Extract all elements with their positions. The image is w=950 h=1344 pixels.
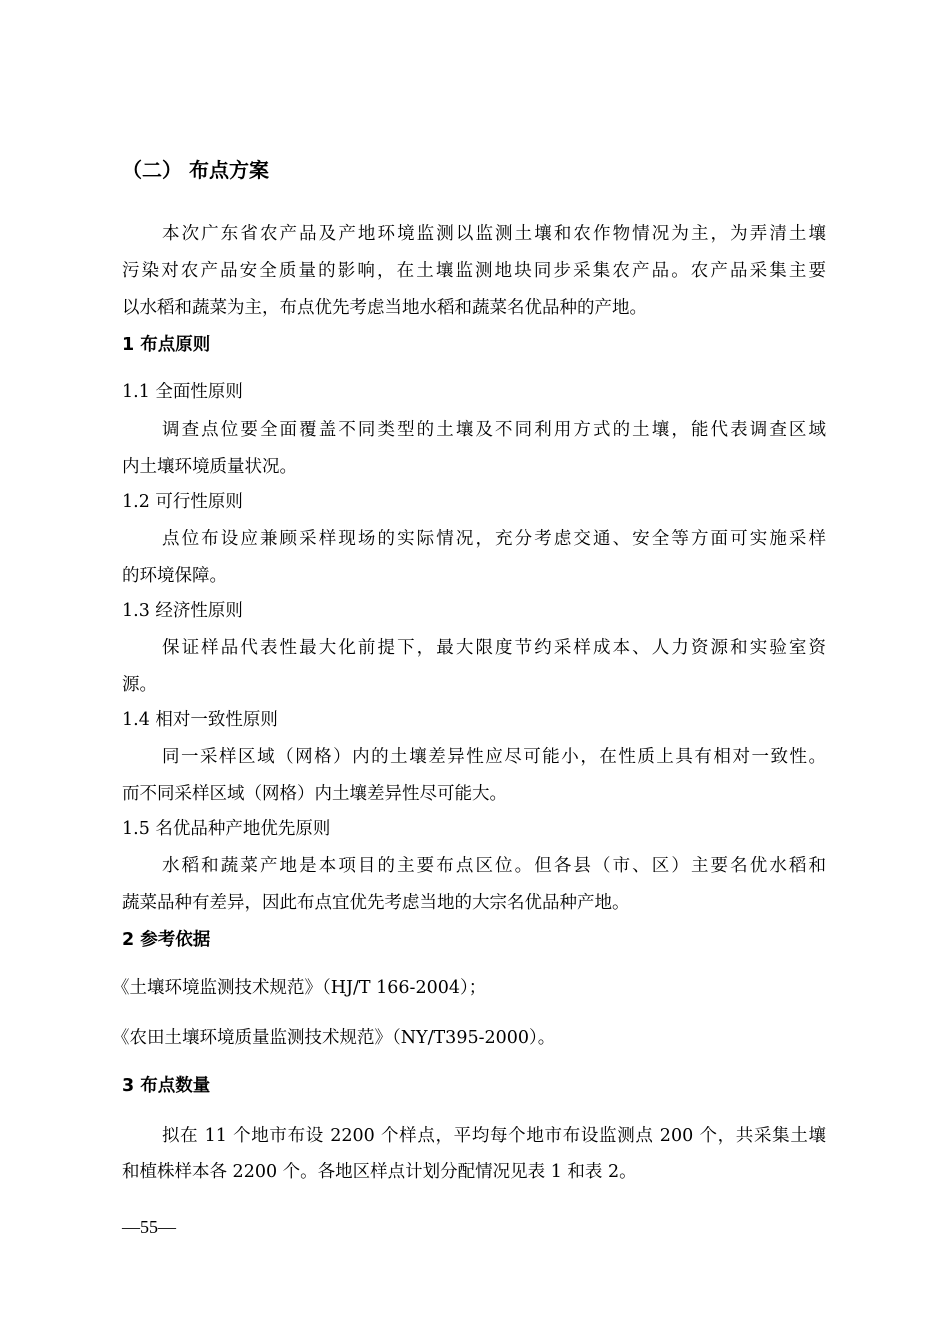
subheading-1-1: 1.1 全面性原则 (122, 382, 243, 402)
para-1-3-line-2: 源。 (122, 675, 157, 695)
intro-line-1: 本次广东省农产品及产地环境监测以监测土壤和农作物情况为主，为弄清土壤 (162, 224, 826, 244)
page-number: —55— (122, 1217, 176, 1237)
para-3-line-2: 和植株样本各 2200 个。各地区样点计划分配情况见表 1 和表 2。 (122, 1162, 637, 1182)
para-1-1-line-2: 内土壤环境质量状况。 (122, 457, 297, 477)
para-1-1-line-1: 调查点位要全面覆盖不同类型的土壤及不同利用方式的土壤，能代表调查区域 (162, 420, 826, 440)
subheading-1-4: 1.4 相对一致性原则 (122, 710, 278, 730)
subheading-1-5: 1.5 名优品种产地优先原则 (122, 819, 331, 839)
para-1-4-line-2: 而不同采样区域（网格）内土壤差异性尽可能大。 (122, 784, 507, 804)
intro-line-2: 污染对农产品安全质量的影响，在土壤监测地块同步采集农产品。农产品采集主要 (122, 261, 826, 281)
para-1-2-line-1: 点位布设应兼顾采样现场的实际情况，充分考虑交通、安全等方面可实施采样 (162, 529, 826, 549)
subheading-1-2: 1.2 可行性原则 (122, 492, 243, 512)
heading-point-count: 3 布点数量 (122, 1076, 211, 1096)
para-3-line-1: 拟在 11 个地市布设 2200 个样点，平均每个地市布设监测点 200 个，共采集土壤 (162, 1126, 826, 1146)
para-1-3-line-1: 保证样品代表性最大化前提下，最大限度节约采样成本、人力资源和实验室资 (162, 638, 826, 658)
heading-references: 2 参考依据 (122, 930, 211, 950)
reference-1: 《土壤环境监测技术规范》（HJ/T 166-2004）； (112, 978, 487, 998)
reference-2: 《农田土壤环境质量监测技术规范》（NY/T395-2000）。 (112, 1028, 556, 1048)
intro-line-3: 以水稻和蔬菜为主，布点优先考虑当地水稻和蔬菜名优品种的产地。 (122, 298, 647, 318)
para-1-2-line-2: 的环境保障。 (122, 566, 227, 586)
section-heading: （二） 布点方案 (122, 158, 269, 182)
heading-layout-principles: 1 布点原则 (122, 335, 211, 355)
subheading-1-3: 1.3 经济性原则 (122, 601, 243, 621)
para-1-5-line-2: 蔬菜品种有差异，因此布点宜优先考虑当地的大宗名优品种产地。 (122, 893, 630, 913)
para-1-5-line-1: 水稻和蔬菜产地是本项目的主要布点区位。但各县（市、区）主要名优水稻和 (162, 856, 826, 876)
para-1-4-line-1: 同一采样区域（网格）内的土壤差异性应尽可能小，在性质上具有相对一致性。 (162, 747, 826, 767)
